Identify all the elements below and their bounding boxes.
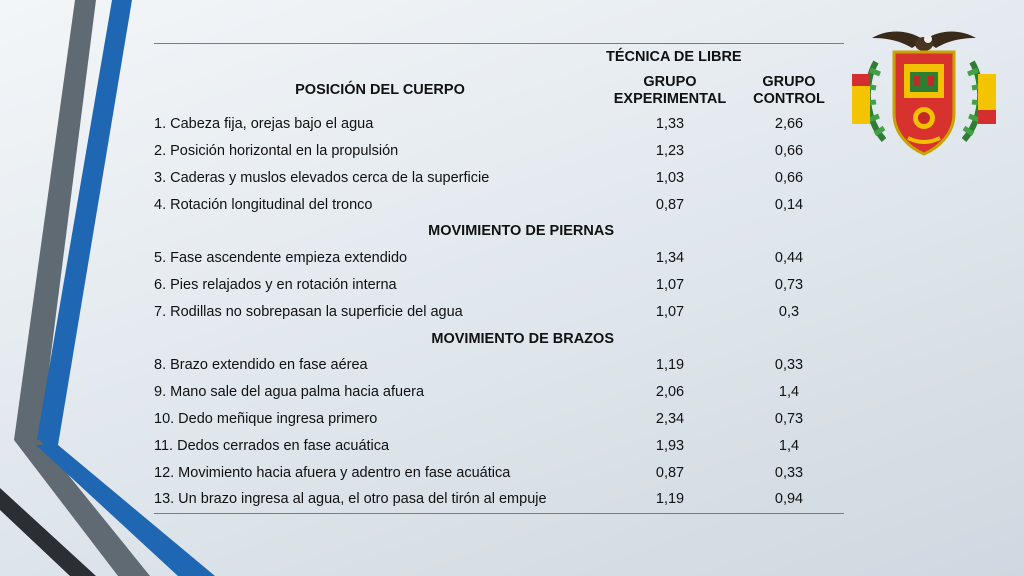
table-row: 8. Brazo extendido en fase aérea 1,19 0,33 — [154, 357, 804, 374]
table-title: TÉCNICA DE LIBRE — [606, 44, 844, 71]
table-row: 9. Mano sale del agua palma hacia afuera 2,06 1,4 — [154, 384, 800, 401]
table-row: 13. Un brazo ingresa al agua, el otro pasa del tirón al empuje 1,19 0,94 — [154, 486, 844, 513]
section-header-body-position: POSICIÓN DEL CUERPO — [295, 82, 465, 99]
section-row-legs — [154, 218, 844, 245]
table-row: 10. Dedo meñique ingresa primero 2,34 0,73 — [154, 410, 804, 427]
table-title-row — [154, 44, 844, 71]
table-row: 2. Posición horizontal en la propulsión 1,23 0,66 — [154, 142, 804, 159]
column-header-experimental: GRUPO EXPERIMENTAL — [613, 73, 727, 107]
table-row: 1. Cabeza fija, orejas bajo el agua 1,33 2,66 — [154, 116, 804, 133]
table-header-row — [154, 71, 844, 111]
section-header-legs: MOVIMIENTO DE PIERNAS — [428, 223, 614, 240]
results-table — [154, 43, 844, 514]
table-row: 6. Pies relajados y en rotación interna 1,07 0,73 — [154, 276, 804, 293]
table-row: 5. Fase ascendente empieza extendido 1,34 0,44 — [154, 250, 804, 267]
table-row: 11. Dedos cerrados en fase acuática 1,93 1,4 — [154, 437, 800, 454]
column-header-control: GRUPO CONTROL — [753, 73, 825, 107]
section-header-arms: MOVIMIENTO DE BRAZOS — [431, 330, 614, 347]
table-row: 12. Movimiento hacia afuera y adentro en fase acuática 0,87 0,33 — [154, 464, 804, 481]
table-row: 7. Rodillas no sobrepasan la superficie del agua 1,07 0,3 — [154, 303, 800, 320]
section-row-arms — [154, 325, 844, 352]
coat-of-arms-icon — [846, 22, 1002, 162]
table-row: 4. Rotación longitudinal del tronco 0,87 0,14 — [154, 196, 804, 213]
table-row: 3. Caderas y muslos elevados cerca de la superficie 1,03 0,66 — [154, 169, 804, 186]
